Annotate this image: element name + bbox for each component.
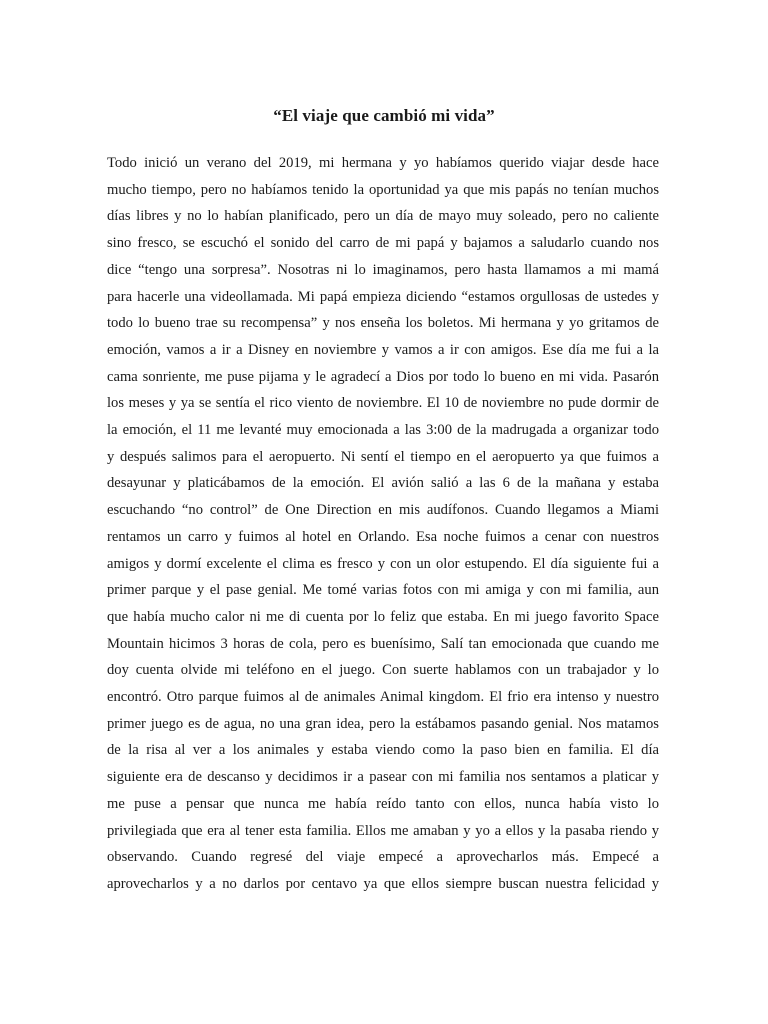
text-line: todo lo bueno trae su recompensa” y nos enseña los boletos. Mi hermana y yo gritamos de	[107, 315, 659, 332]
text-line: para hacerle una videollamada. Mi papá empieza diciendo “estamos orgullosas de ustedes y	[107, 288, 659, 305]
text-line: y después salimos para el aeropuerto. Ni sentí el tiempo en el aeropuerto ya que fuimos a	[107, 448, 659, 465]
text-line: amigos y dormí excelente el clima es fresco y con un olor estupendo. El día siguiente fui a	[107, 555, 659, 572]
text-line: cama sonriente, me puse pijama y le agradecí a Dios por todo lo bueno en mi vida. Pasarón	[107, 368, 659, 385]
text-line: que había mucho calor ni me di cuenta por lo feliz que estaba. En mi juego favorito Space	[107, 608, 659, 625]
text-line: Mountain hicimos 3 horas de cola, pero es buenísimo, Salí tan emocionada que cuando me	[107, 635, 659, 652]
text-line: encontró. Otro parque fuimos al de animales Animal kingdom. El frio era intenso y nuestro	[107, 689, 659, 706]
text-line: emoción, vamos a ir a Disney en noviembre y vamos a ir con amigos. Ese día me fui a la	[107, 341, 659, 358]
text-line: la emoción, el 11 me levanté muy emocionada a las 3:00 de la madrugada a organizar todo	[107, 422, 659, 439]
text-line: siguiente era de descanso y decidimos ir a pasear con mi familia nos sentamos a platicar y	[107, 769, 659, 786]
text-line: sino fresco, se escuchó el sonido del carro de mi papá y bajamos a saludarlo cuando nos	[107, 235, 659, 252]
text-line: escuchando “no control” de One Direction en mis audífonos. Cuando llegamos a Miami	[107, 502, 659, 519]
text-line: dice “tengo una sorpresa”. Nosotras ni lo imaginamos, pero hasta llamamos a mi mamá	[107, 261, 659, 278]
text-line: de la risa al ver a los animales y estaba viendo como la paso bien en familia. El día	[107, 742, 659, 759]
text-line: Todo inició un verano del 2019, mi hermana y yo habíamos querido viajar desde hace	[107, 155, 659, 171]
text-line: me puse a pensar que nunca me había reído tanto con ellos, nunca había visto lo	[107, 795, 659, 812]
text-line: aprovecharlos y a no darlos por centavo ya que ellos siempre buscan nuestra felicidad y	[107, 875, 659, 892]
text-line: primer parque y el pase genial. Me tomé varias fotos con mi amiga y con mi familia, aun	[107, 582, 659, 599]
text-line: privilegiada que era al tener esta familia. Ellos me amaban y yo a ellos y la pasaba riendo y	[107, 822, 659, 839]
text-line: desayunar y platicábamos de la emoción. El avión salió a las 6 de la mañana y estaba	[107, 475, 659, 492]
body-paragraph	[107, 150, 659, 898]
text-line: observando. Cuando regresé del viaje empecé a aprovecharlos más. Empecé a	[107, 849, 659, 866]
text-line: mucho tiempo, pero no habíamos tenido la oportunidad ya que mis papás no tenían muchos	[107, 181, 659, 198]
text-line: doy cuenta olvide mi teléfono en el juego. Con suerte hablamos con un trabajador y lo	[107, 662, 659, 679]
text-line: los meses y ya se sentía el rico viento de noviembre. El 10 de noviembre no pude dormir de	[107, 395, 659, 412]
text-line: días libres y no lo habían planificado, pero un día de mayo muy soleado, pero no caliente	[107, 208, 659, 225]
text-line: rentamos un carro y fuimos al hotel en Orlando. Esa noche fuimos a cenar con nuestros	[107, 528, 659, 545]
text-line: primer juego es de agua, no una gran idea, pero la estábamos pasando genial. Nos matamos	[107, 715, 659, 732]
document-title: “El viaje que cambió mi vida”	[273, 106, 495, 125]
